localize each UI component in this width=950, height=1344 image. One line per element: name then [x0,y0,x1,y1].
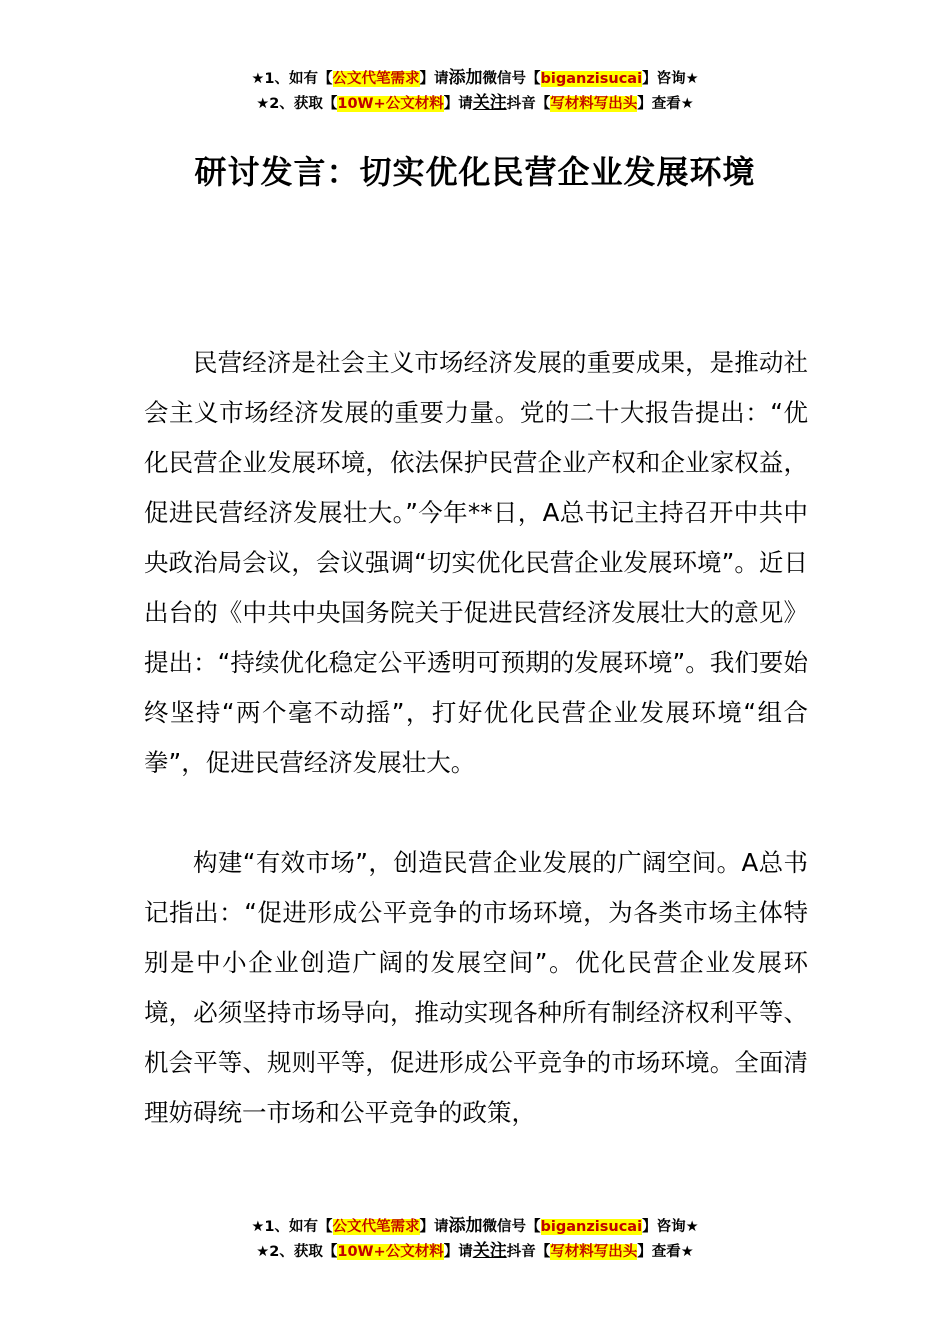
highlight-ghostwriting: 公文代笔需求 [332,1219,420,1235]
footer-line-1: ★1、如有【公文代笔需求】请添加微信号【biganzisucai】咨询★ [251,1216,699,1236]
banner-line-1: ★1、如有【公文代笔需求】请添加微信号【biganzisucai】咨询★ [251,68,699,88]
paragraph-1: 民营经济是社会主义市场经济发展的重要成果，是推动社会主义市场经济发展的重要力量。党的二十大报告提出：“优化民营企业发展环境，依法保护民营企业产权和企业家权益，促进民营经济发展壮大。”今年**日，A总书记主持召开中共中央政治局会议，会议强调“切实优化民营企业发展环境”。近日出台的《中共中央国务院关于促进民营经济发展壮大的意见》提出：“持续优化稳定公平透明可预期的发展环境”。我们要始终坚持“两个毫不动摇”，打好优化民营企业发展环境“组合拳”，促进民营经济发展壮大。 [144,348,808,777]
highlight-materials: 10W+公文材料 [337,1244,444,1260]
highlight-ghostwriting: 公文代笔需求 [332,71,420,87]
highlight-wechat-id: biganzisucai [540,71,643,87]
highlight-douyin: 写材料写出头 [550,96,638,112]
header-banner [0,66,950,116]
document-body [144,338,808,1138]
banner-line-2: ★2、获取【10W+公文材料】请关注抖音【写材料写出头】查看★ [256,93,694,113]
highlight-materials: 10W+公文材料 [337,96,444,112]
document-title: 研讨发言：切实优化民营企业发展环境 [194,153,756,191]
highlight-douyin: 写材料写出头 [550,1244,638,1260]
highlight-wechat-id: biganzisucai [540,1219,643,1235]
footer-banner [0,1214,950,1264]
footer-line-2: ★2、获取【10W+公文材料】请关注抖音【写材料写出头】查看★ [256,1241,694,1261]
paragraph-2: 构建“有效市场”，创造民营企业发展的广阔空间。A总书记指出：“促进形成公平竞争的市场环境，为各类市场主体特别是中小企业创造广阔的发展空间”。优化民营企业发展环境，必须坚持市场导向，推动实现各种所有制经济权利平等、机会平等、规则平等，促进形成公平竞争的市场环境。全面清理妨碍统一市场和公平竞争的政策， [144,848,808,1127]
